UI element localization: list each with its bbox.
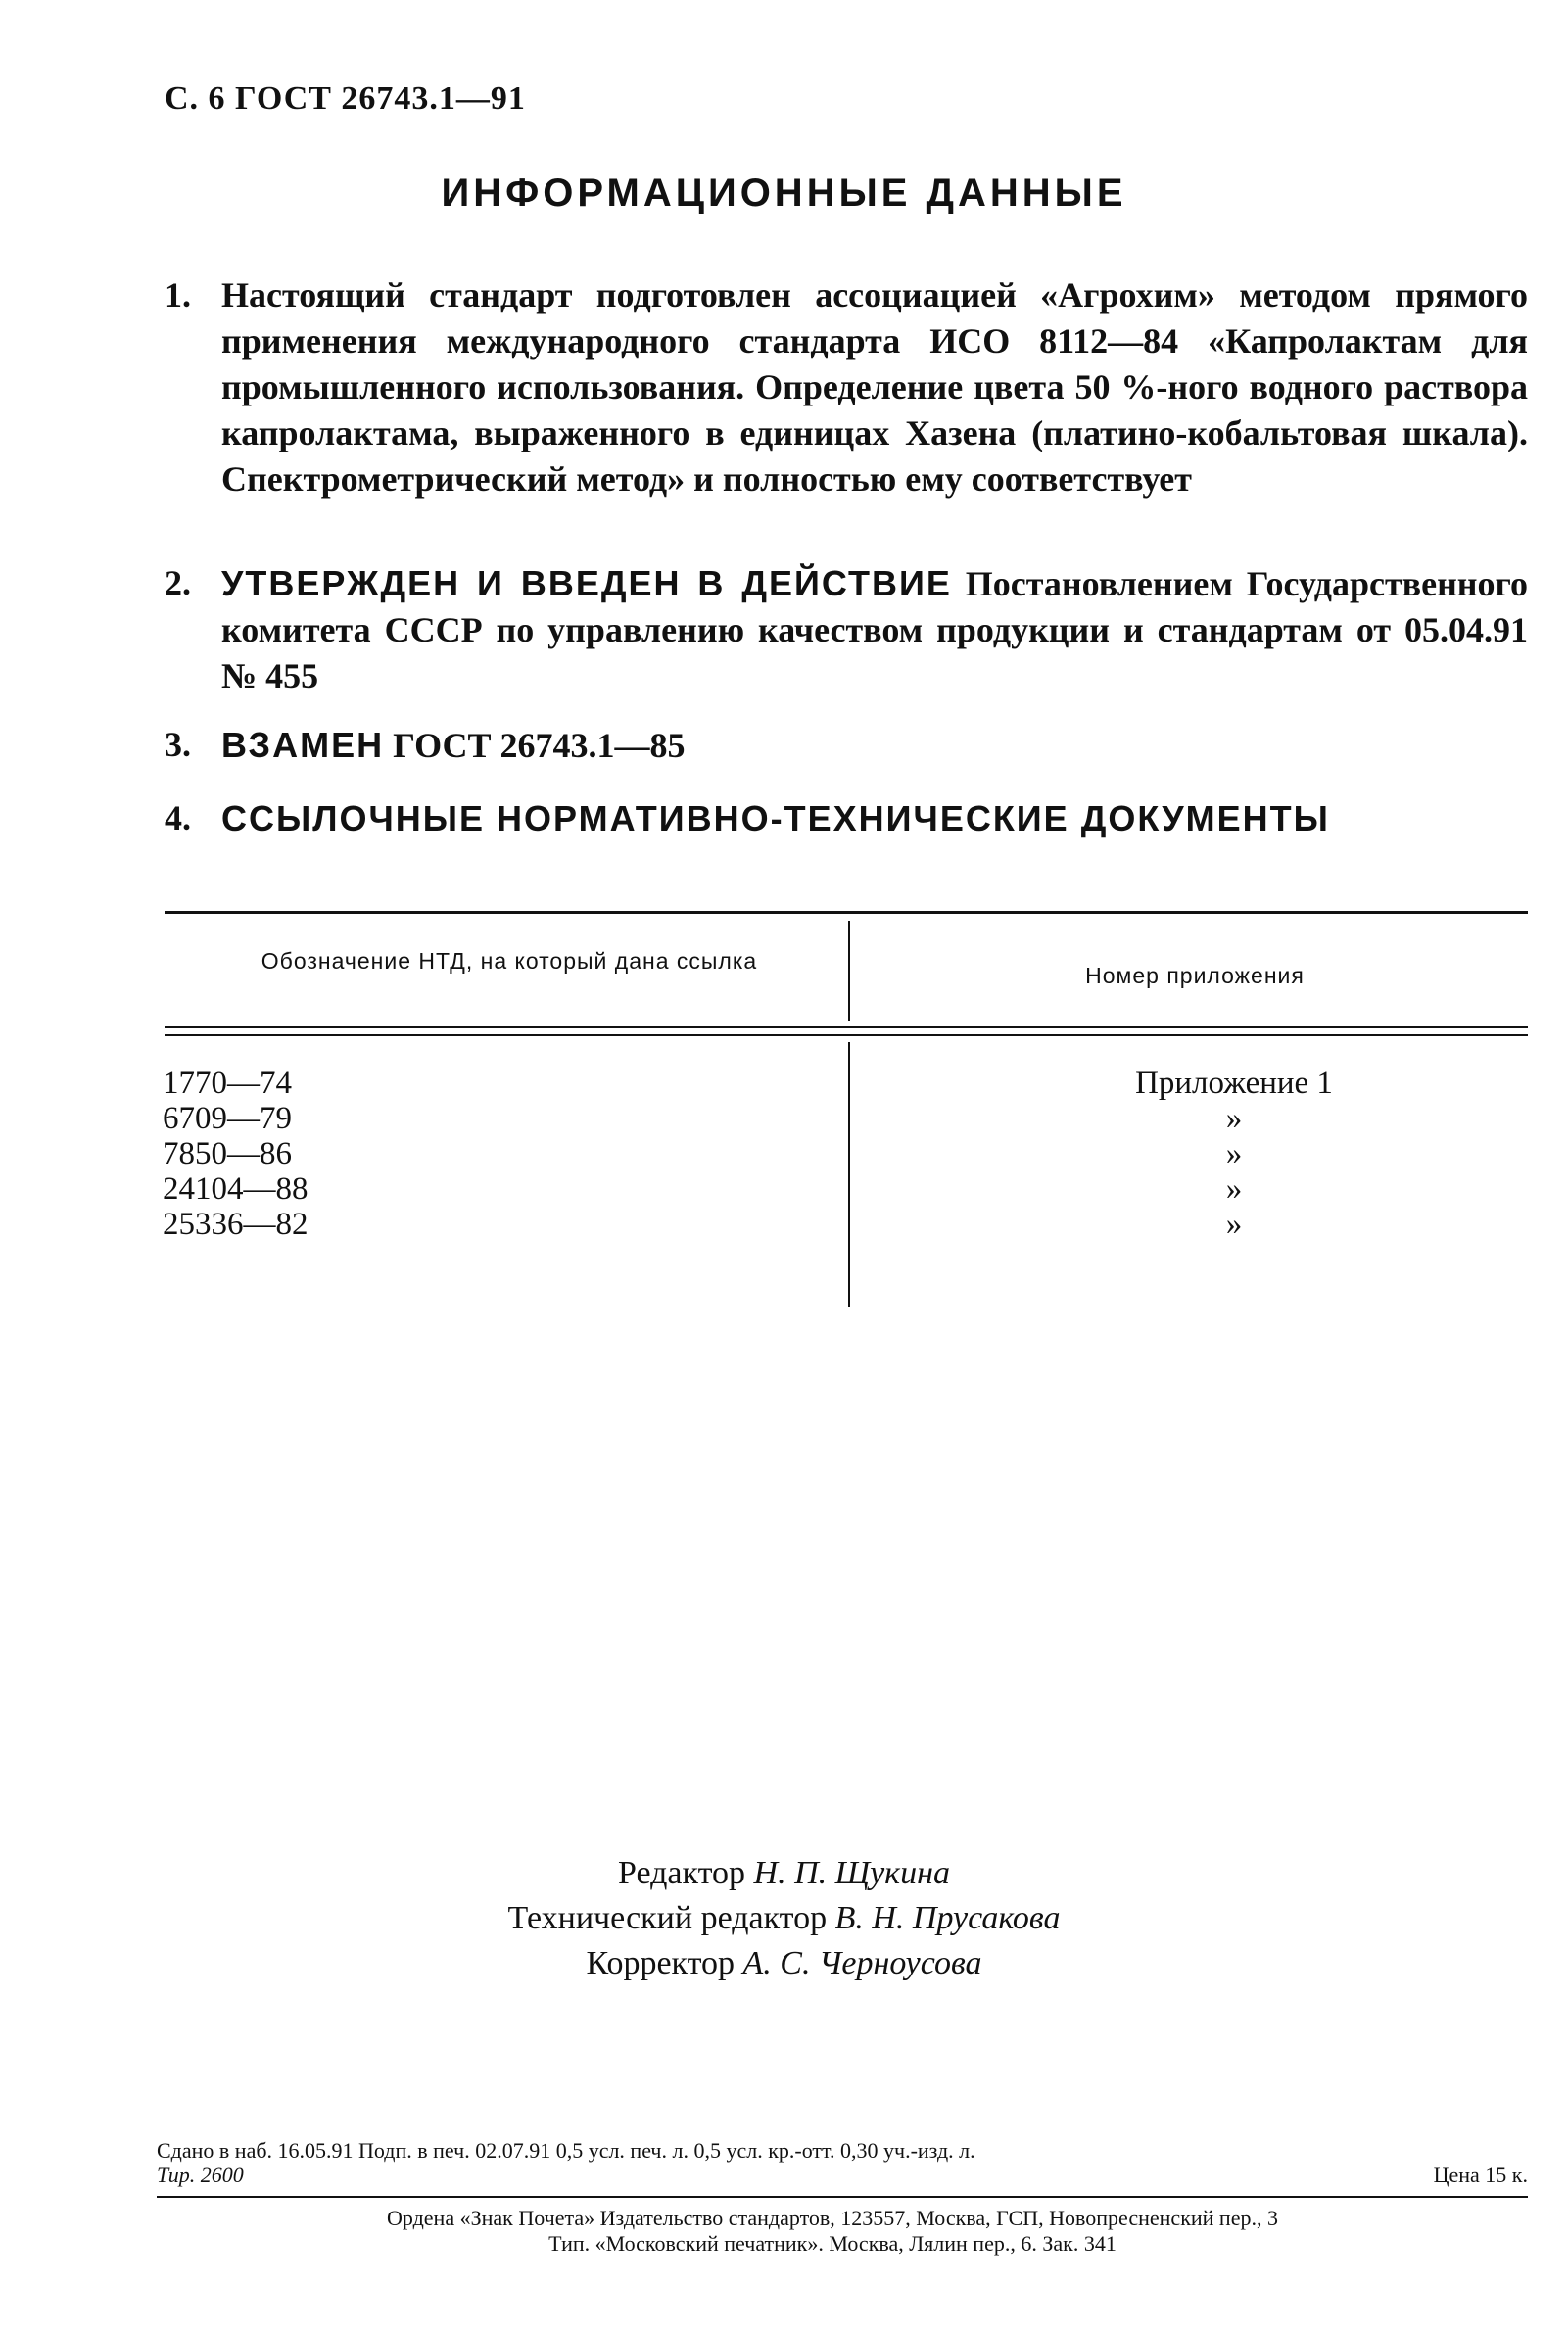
item-body (221, 795, 1528, 842)
publisher-footer (137, 2206, 1528, 2257)
table-header-ref: Обозначение НТД, на который дана ссылка (261, 948, 758, 974)
imprint-block (157, 2138, 1528, 2187)
table-cell-ref: 24104—88 (163, 1171, 309, 1207)
table-cell-appendix: » (1225, 1207, 1243, 1242)
item-body (221, 722, 1528, 769)
info-item-3 (165, 722, 1528, 769)
table-cell-ref: 7850—86 (163, 1136, 292, 1171)
item-number: 1. (165, 275, 191, 314)
credit-person: А. С. Черноусова (742, 1945, 982, 1981)
appendix-column (979, 1066, 1489, 1242)
page-header: С. 6 ГОСТ 26743.1—91 (165, 80, 526, 117)
table-header-divider (848, 921, 850, 1021)
info-item-1 (165, 272, 1528, 502)
imprint-price: Цена 15 к. (1433, 2163, 1528, 2187)
table-header-appendix: Номер приложения (1085, 963, 1305, 988)
imprint-line: Сдано в наб. 16.05.91 Подп. в печ. 02.07.91 0,5 усл. печ. л. 0,5 усл. кр.-отт. 0,30 уч.-изд. л. (157, 2138, 975, 2163)
credits-block (0, 1851, 1568, 1986)
credit-person: В. Н. Прусакова (834, 1900, 1061, 1936)
footer-line: Ордена «Знак Почета» Издательство стандартов, 123557, Москва, ГСП, Новопресненский пер., 3 (387, 2206, 1278, 2230)
table-header-rule (165, 1026, 1528, 1028)
item-number: 2. (165, 563, 191, 602)
item-caps-heading: ВЗАМЕН (221, 725, 385, 765)
info-item-4 (165, 795, 1528, 842)
table-cell-ref: 1770—74 (163, 1066, 292, 1101)
credit-editor (0, 1851, 1568, 1896)
credit-tech-editor (0, 1896, 1568, 1941)
item-number: 3. (165, 725, 191, 764)
info-item-2 (165, 560, 1528, 699)
ref-column (163, 1066, 309, 1242)
item-number: 4. (165, 798, 191, 837)
item-text: Постановлением Государственного комитета СССР по управлению качеством продукции и стандартам от 05.04.91 № 455 (221, 564, 1529, 695)
item-caps-heading: ССЫЛОЧНЫЕ НОРМАТИВНО-ТЕХНИЧЕСКИЕ ДОКУМЕНТЫ (221, 798, 1330, 838)
footer-line: Тип. «Московский печатник». Москва, Лялин пер., 6. Зак. 341 (548, 2231, 1117, 2256)
document-title: ИНФОРМАЦИОННЫЕ ДАННЫЕ (441, 171, 1127, 214)
imprint-circulation: Тир. 2600 (157, 2163, 244, 2187)
table-top-rule (165, 911, 1528, 914)
credit-person: Н. П. Щукина (753, 1855, 950, 1891)
footer-rule (157, 2196, 1528, 2198)
table-cell-ref: 6709—79 (163, 1101, 292, 1136)
table-cell-appendix: » (1225, 1171, 1243, 1207)
table-cell-ref: 25336—82 (163, 1207, 309, 1242)
item-body (221, 560, 1528, 699)
table-cell-appendix: Приложение 1 (1135, 1066, 1333, 1101)
imprint-row (157, 2163, 1528, 2187)
credit-label: Корректор (586, 1945, 736, 1981)
credit-label: Технический редактор (507, 1900, 828, 1936)
item-text: ГОСТ 26743.1—85 (393, 726, 686, 765)
table-cell-appendix: » (1225, 1136, 1243, 1171)
credit-corrector (0, 1941, 1568, 1986)
table-header-rule (165, 1034, 1528, 1036)
item-text: Настоящий стандарт подготовлен ассоциацией «Агрохим» методом прямого применения международного стандарта ИСО 8112—84 «Капролактам для промышленного использования. Определение цвета 50 %-ного водного раствора капролактама, выраженного в единицах Хазена (платино-кобальтовая шкала). Спектрометрический метод» и полностью ему соответствует (221, 275, 1528, 499)
table-cell-appendix: » (1225, 1101, 1243, 1136)
table-body-divider (848, 1042, 850, 1307)
item-caps-heading: УТВЕРЖДЕН И ВВЕДЕН В ДЕЙСТВИЕ (221, 563, 952, 603)
credit-label: Редактор (618, 1855, 746, 1891)
